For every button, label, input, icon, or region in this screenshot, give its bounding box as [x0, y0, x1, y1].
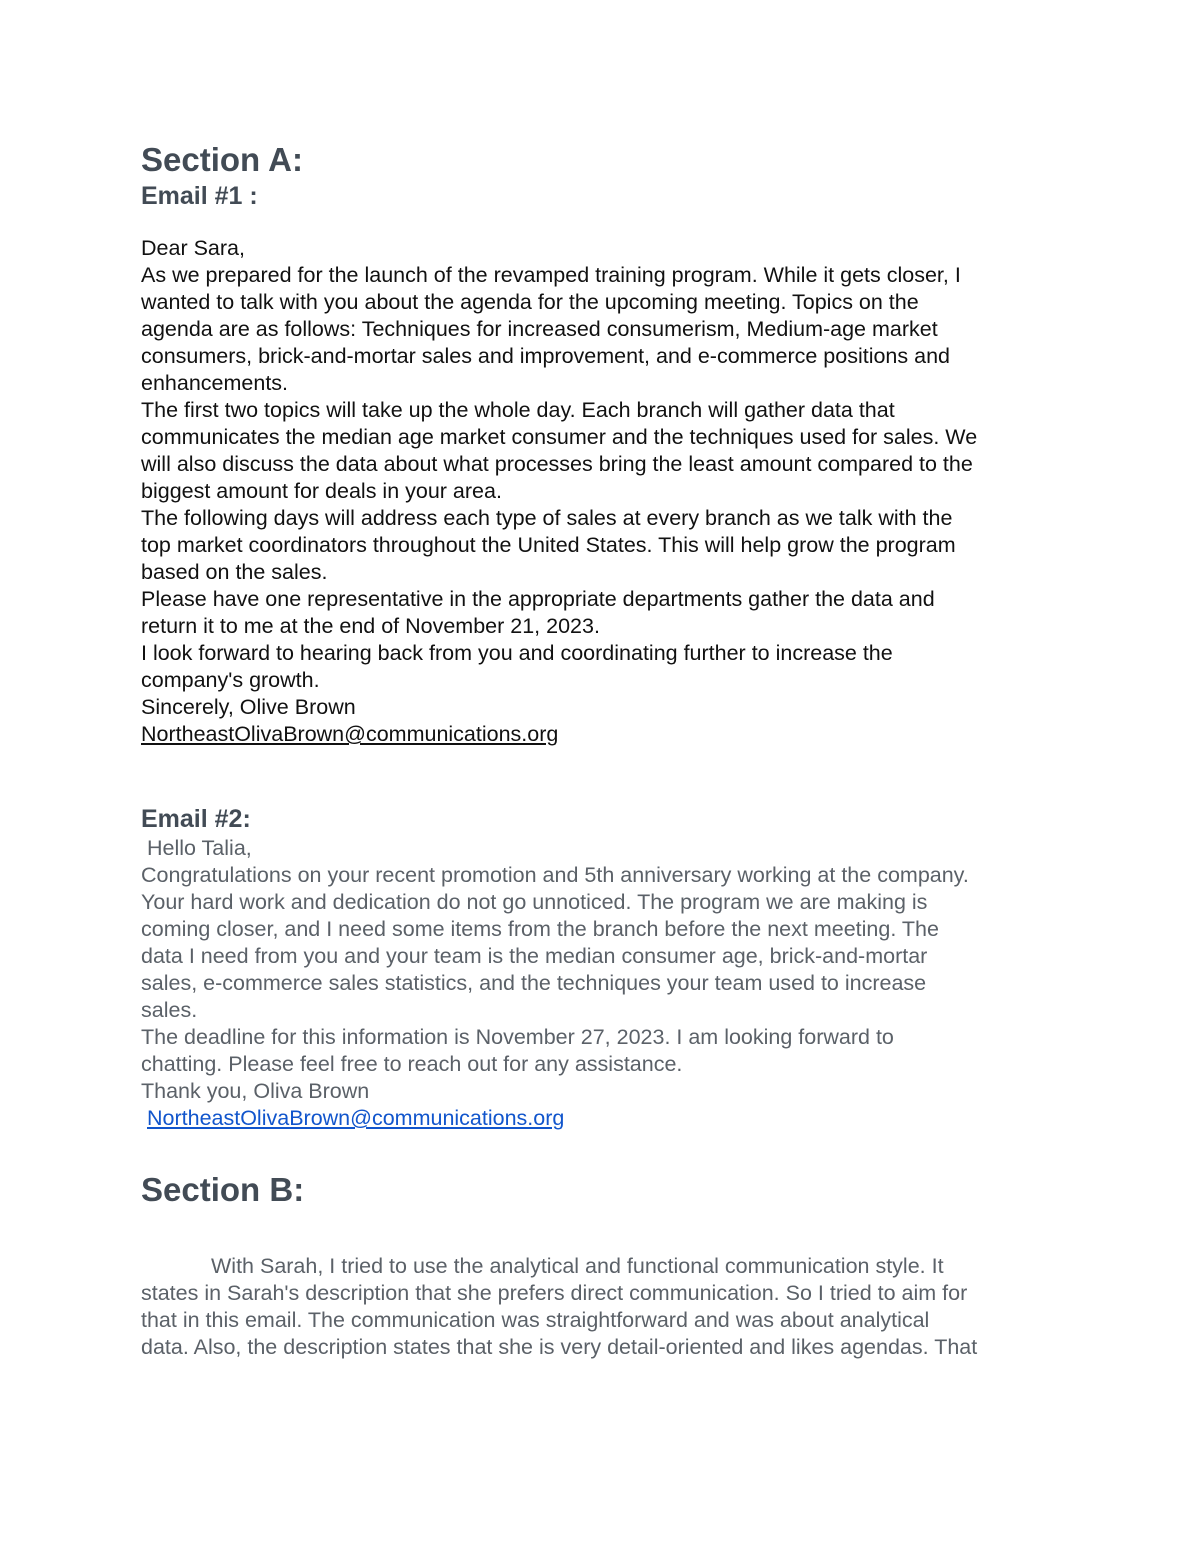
email-1-line: agenda are as follows: Techniques for increased consumerism, Medium-age market	[141, 317, 938, 341]
section-b-line-text: With Sarah, I tried to use the analytical and functional communication style. It	[211, 1254, 944, 1278]
email-1-address-link[interactable]: NortheastOlivaBrown@communications.org	[141, 722, 559, 746]
email-1-line: return it to me at the end of November 21, 2023.	[141, 614, 600, 638]
email-1-line: The following days will address each type of sales at every branch as we talk with the	[141, 506, 953, 530]
section-b-body	[141, 1253, 1071, 1361]
email-1-line: The first two topics will take up the whole day. Each branch will gather data that	[141, 398, 895, 422]
email-1-line: will also discuss the data about what processes bring the least amount compared to the	[141, 452, 973, 476]
document-page	[141, 140, 1071, 1361]
email-1-line: I look forward to hearing back from you and coordinating further to increase the	[141, 641, 893, 665]
email-2-line: data I need from you and your team is the median consumer age, brick-and-mortar	[141, 944, 928, 968]
email-2-line: chatting. Please feel free to reach out for any assistance.	[141, 1052, 683, 1076]
email-1-line: biggest amount for deals in your area.	[141, 479, 502, 503]
section-b-line: states in Sarah's description that she prefers direct communication. So I tried to aim for	[141, 1281, 968, 1305]
email-2-greeting: Hello Talia,	[141, 836, 252, 860]
email-2-line: sales.	[141, 998, 198, 1022]
email-2-line: coming closer, and I need some items from the branch before the next meeting. The	[141, 917, 939, 941]
email-2-address-link[interactable]: NortheastOlivaBrown@communications.org	[147, 1106, 565, 1130]
email-1-line: based on the sales.	[141, 560, 328, 584]
section-b-line: data. Also, the description states that she is very detail-oriented and likes agendas. That	[141, 1335, 978, 1359]
email-1-title: Email #1 :	[141, 182, 258, 210]
email-1-line: top market coordinators throughout the United States. This will help grow the program	[141, 533, 956, 557]
email-1-line: company's growth.	[141, 668, 320, 692]
email-1-line: enhancements.	[141, 371, 289, 395]
email-1-signature: Sincerely, Olive Brown	[141, 695, 356, 719]
email-1-line: consumers, brick-and-mortar sales and improvement, and e-commerce positions and	[141, 344, 950, 368]
email-1-line: Please have one representative in the appropriate departments gather the data and	[141, 587, 935, 611]
email-2-line: Congratulations on your recent promotion and 5th anniversary working at the company.	[141, 863, 969, 887]
email-2-line: The deadline for this information is November 27, 2023. I am looking forward to	[141, 1025, 894, 1049]
email-1-body	[141, 235, 1071, 748]
email-2-title: Email #2:	[141, 805, 251, 833]
email-2-body	[141, 835, 1071, 1132]
section-b-line	[141, 1253, 1071, 1280]
email-1-greeting: Dear Sara,	[141, 236, 245, 260]
email-1-line: As we prepared for the launch of the revamped training program. While it gets closer, I	[141, 263, 961, 287]
section-b-line: that in this email. The communication was straightforward and was about analytical	[141, 1308, 930, 1332]
email-2-line: Your hard work and dedication do not go unnoticed. The program we are making is	[141, 890, 928, 914]
email-2-line: sales, e-commerce sales statistics, and the techniques your team used to increase	[141, 971, 927, 995]
email-1-line: wanted to talk with you about the agenda for the upcoming meeting. Topics on the	[141, 290, 919, 314]
section-a-title: Section A:	[141, 141, 303, 178]
email-2-signature: Thank you, Oliva Brown	[141, 1079, 370, 1103]
section-b-title: Section B:	[141, 1171, 305, 1208]
email-1-line: communicates the median age market consumer and the techniques used for sales. We	[141, 425, 978, 449]
